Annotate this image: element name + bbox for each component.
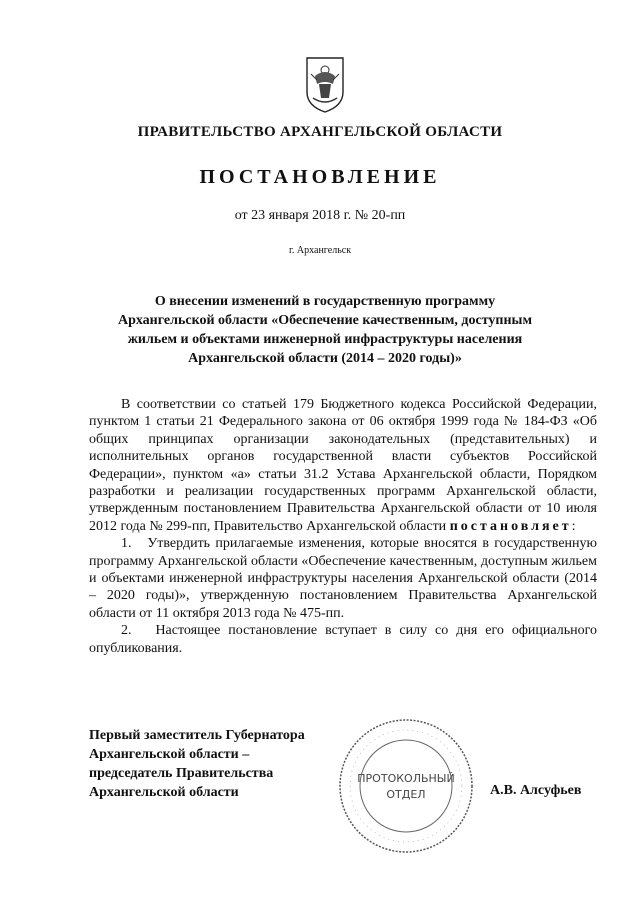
org-title: ПРАВИТЕЛЬСТВО АРХАНГЕЛЬСКОЙ ОБЛАСТИ [137, 124, 503, 140]
signer-name: А.В. Алсуфьев [490, 783, 582, 798]
coat-of-arms-icon [303, 54, 347, 116]
document-subject [95, 292, 555, 368]
signature-position-line: Архангельской области – [89, 747, 250, 762]
signature-position [89, 726, 369, 802]
preamble-paragraph [89, 396, 597, 535]
preamble-text: В соответствии со статьей 179 Бюджетного кодекса Российской Федерации, пунктом 1 статьи 21 Федерального закона от 06 октября 1999 года № 184-ФЗ «Об общих принципах организации законодательных (представительных) и исполнительных органов государственной власти субъектов Российской Федерации», пунктом «а» статьи 31.2 Устава Архангельской области, Порядком разработки и реализации государственных программ Архангельской области, утвержденным постановлением Правительства Архангельской области от 10 июля 2012 года № 299-пп, Правительство Архангельской области [89, 397, 597, 534]
signature-position-line: Архангельской области [89, 785, 239, 800]
item-number: 2. [121, 623, 132, 639]
subject-line: О внесении изменений в государственную программу [154, 294, 496, 309]
document-city: г. Архангельск [288, 245, 352, 256]
stamp-icon [336, 716, 476, 856]
subject-line: жильем и объектами инженерной инфраструктуры населения [127, 332, 523, 347]
decree-word: постановляет [449, 518, 572, 534]
subject-line: Архангельской области (2014 – 2020 годы)» [188, 351, 462, 366]
document-type: ПОСТАНОВЛЕНИЕ [199, 166, 441, 188]
item-number: 1. [121, 536, 132, 552]
stamp-center-line: ОТДЕЛ [386, 788, 426, 801]
document-date-number: от 23 января 2018 г. № 20-пп [234, 208, 406, 223]
item-text: Утвердить прилагаемые изменения, которые вносятся в государственную программу Архангельской области «Обеспечение качественным, доступным жильем и объектами инженерной инфраструктуры населения Архангельской области (2014 – 2020 годы)», утвержденную постановлением Правительства Архангельской области от 11 октября 2013 года № 475-пп. [89, 536, 597, 621]
signature-position-line: Первый заместитель Губернатора [89, 728, 305, 743]
decree-item-1 [89, 535, 597, 622]
decree-colon: : [571, 518, 576, 534]
stamp-center-line: ПРОТОКОЛЬНЫЙ [357, 772, 455, 785]
item-text: Настоящее постановление вступает в силу со дня его официального опубликования. [89, 623, 598, 656]
signature-position-line: председатель Правительства [89, 766, 274, 781]
decree-item-2 [89, 622, 597, 657]
document-body [89, 396, 597, 657]
subject-line: Архангельской области «Обеспечение качественным, доступным [117, 313, 533, 328]
